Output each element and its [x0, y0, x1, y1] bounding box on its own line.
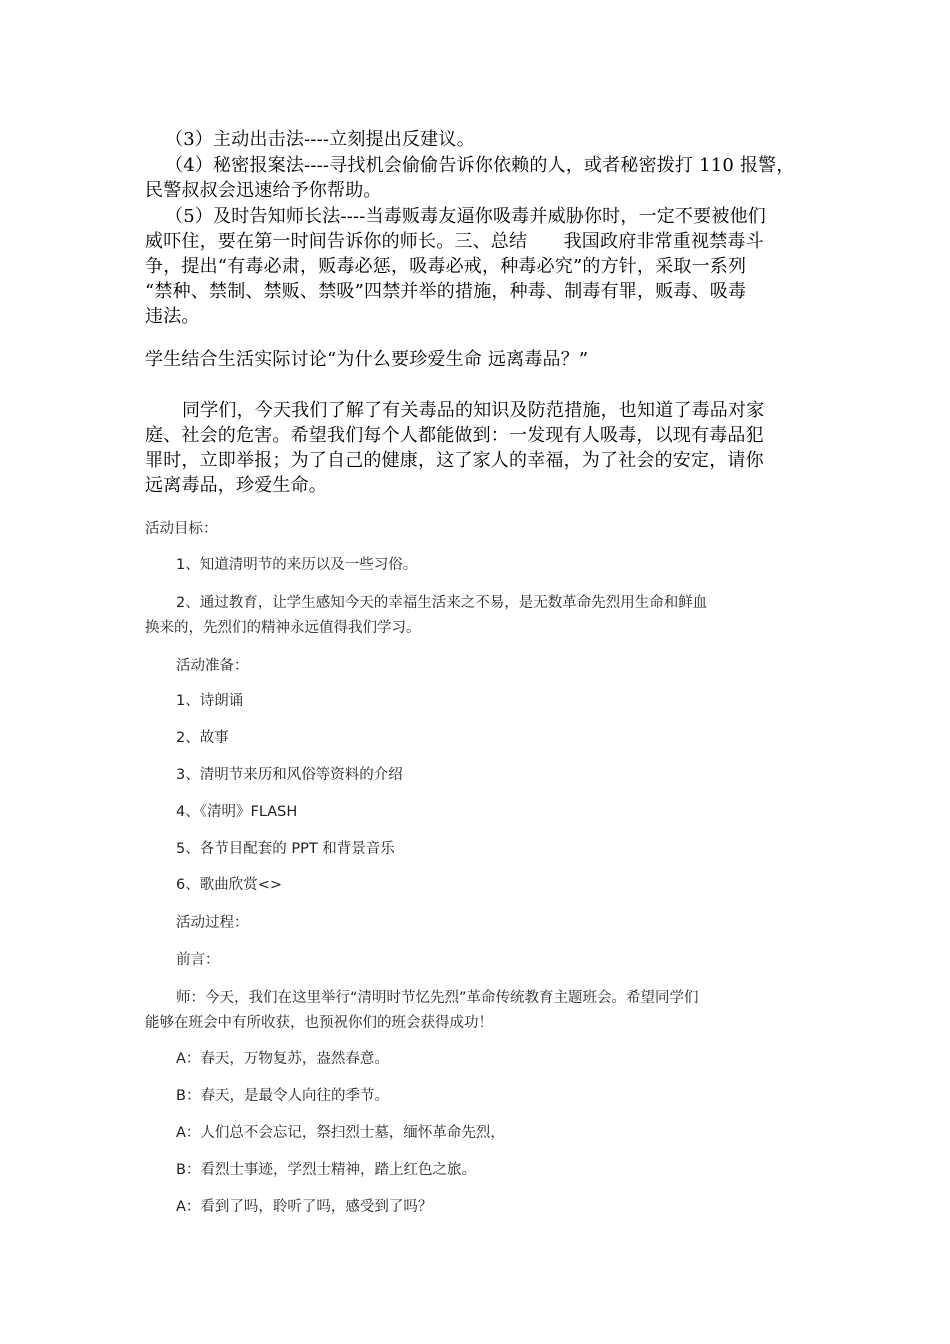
dialogue-line: A：人们总不会忘记，祭扫烈士墓，缅怀革命先烈，: [176, 1125, 505, 1141]
discussion-heading: 学生结合生活实际讨论“为什么要珍爱生命 远离毒品？”: [145, 349, 589, 370]
goal-heading: 活动目标：: [145, 521, 218, 537]
paragraph-method-3: （3）主动出击法----立刻提出反建议。: [165, 129, 475, 150]
teacher-line1: 师：今天，我们在这里举行“清明时节忆先烈”革命传统教育主题班会。希望同学们: [176, 990, 699, 1006]
paragraph-method-5-line2: 威吓住，要在第一时间告诉你的师长。三、总结 我国政府非常重视禁毒斗: [145, 231, 764, 252]
dialogue-line: B：看烈士事迹，学烈士精神，踏上红色之旅。: [176, 1162, 476, 1178]
paragraph-method-5-line3: 争，提出“有毒必肃，贩毒必惩，吸毒必戒，种毒必究”的方针，采取一系列: [145, 256, 747, 277]
goal-item-2-line1: 2、通过教育，让学生感知今天的幸福生活来之不易，是无数革命先烈用生命和鲜血: [176, 595, 708, 611]
prep-item: 4、《清明》FLASH: [176, 804, 298, 820]
prep-item: 2、故事: [176, 730, 229, 746]
process-heading: 活动过程：: [176, 915, 249, 931]
closing-line3: 罪时，立即举报；为了自己的健康，这了家人的幸福，为了社会的安定，请你: [145, 450, 764, 471]
paragraph-method-4-line2: 民警叔叔会迅速给予你帮助。: [145, 180, 382, 201]
paragraph-method-5-line1: （5）及时告知师长法----当毒贩毒友逼你吸毒并威胁你时，一定不要被他们: [165, 206, 766, 227]
teacher-line2: 能够在班会中有所收获，也预祝你们的班会获得成功！: [145, 1015, 493, 1031]
dialogue-line: A：看到了吗，聆听了吗，感受到了吗？: [176, 1199, 433, 1215]
prep-item: 5、各节目配套的 PPT 和背景音乐: [176, 841, 395, 857]
prep-item: 3、清明节来历和风俗等资料的介绍: [176, 767, 403, 783]
paragraph-method-4-line1: （4）秘密报案法----寻找机会偷偷告诉你依赖的人，或者秘密拨打 110 报警，: [165, 155, 795, 176]
dialogue-line: B：春天，是最令人向往的季节。: [176, 1088, 389, 1104]
dialogue-line: A：春天，万物复苏，盎然春意。: [176, 1051, 389, 1067]
prep-heading: 活动准备：: [176, 658, 249, 674]
closing-line2: 庭、社会的危害。希望我们每个人都能做到：一发现有人吸毒，以现有毒品犯: [145, 425, 764, 446]
prep-item: 6、歌曲欣赏<>: [176, 877, 283, 893]
paragraph-method-5-line5: 违法。: [145, 306, 200, 327]
preface-heading: 前言：: [176, 952, 220, 968]
closing-line1: 同学们，今天我们了解了有关毒品的知识及防范措施，也知道了毒品对家: [182, 400, 765, 421]
prep-item: 1、诗朗诵: [176, 693, 244, 709]
paragraph-method-5-line4: “禁种、禁制、禁贩、禁吸”四禁并举的措施，种毒、制毒有罪，贩毒、吸毒: [145, 281, 747, 302]
closing-line4: 远离毒品，珍爱生命。: [145, 475, 327, 496]
goal-item-2-line2: 换来的，先烈们的精神永远值得我们学习。: [145, 620, 421, 636]
goal-item-1: 1、知道清明节的来历以及一些习俗。: [176, 557, 418, 573]
